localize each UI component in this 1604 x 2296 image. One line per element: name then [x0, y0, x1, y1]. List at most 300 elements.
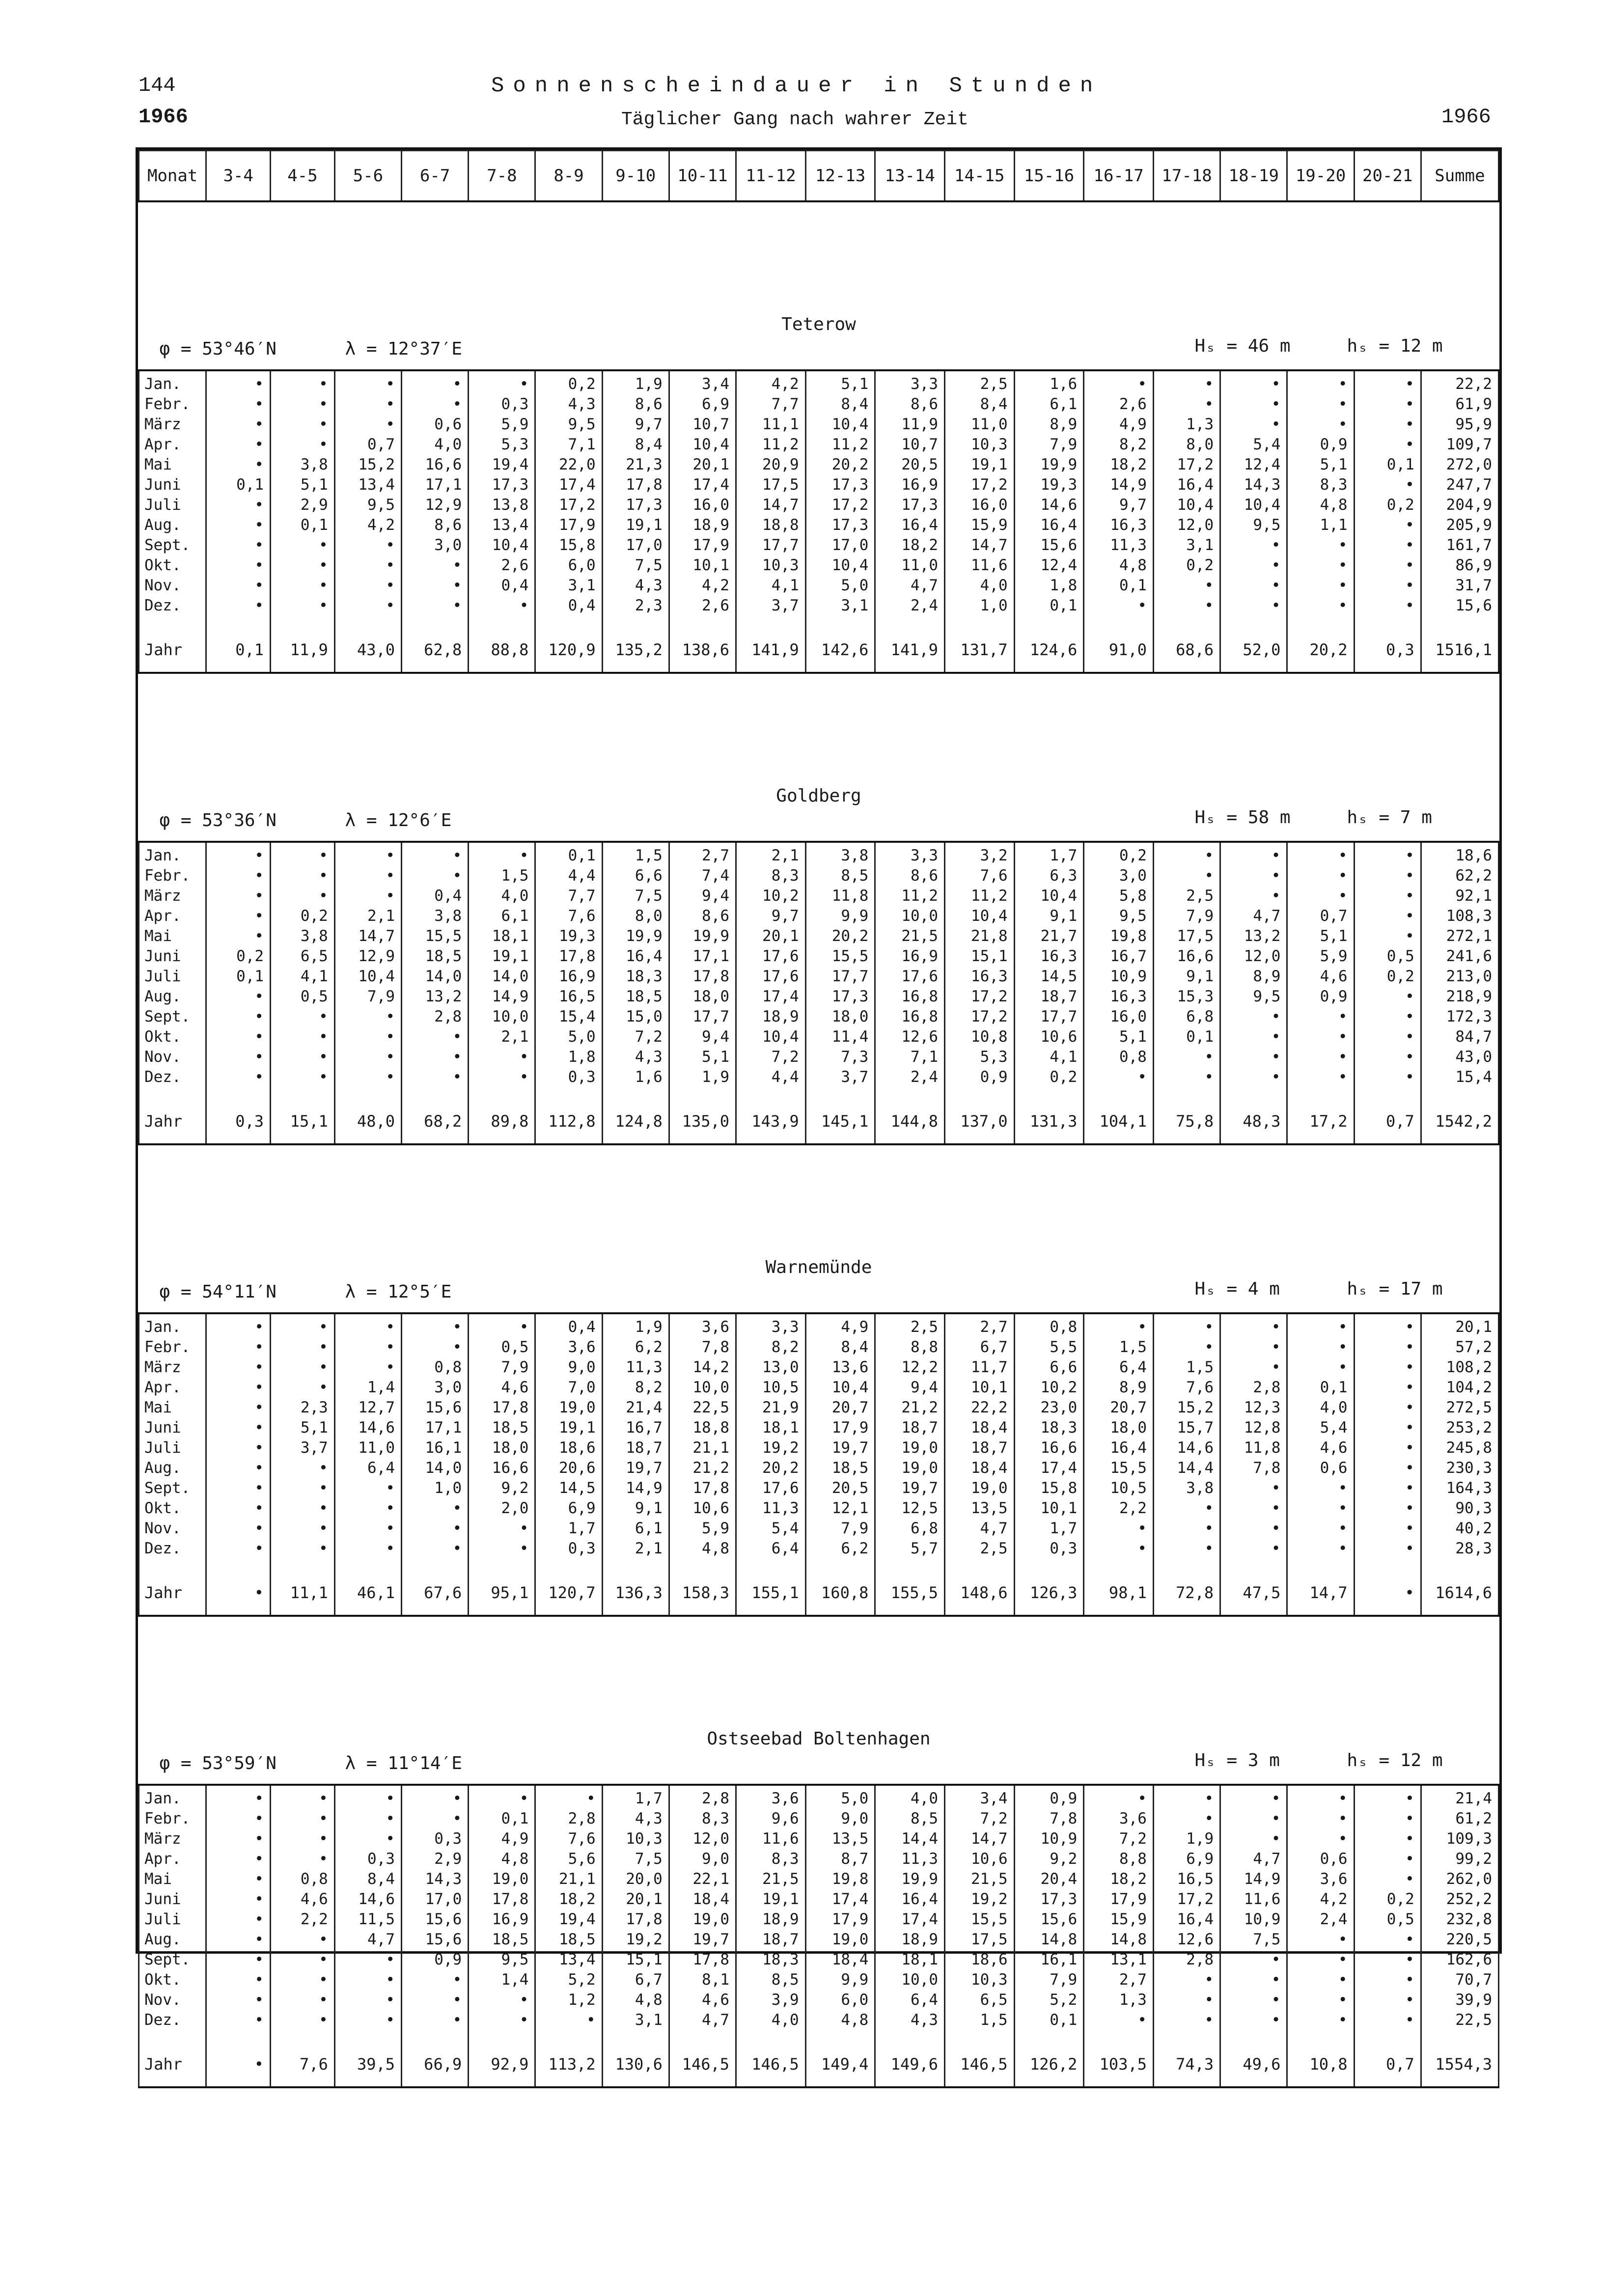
month-sum-cell: 40,2	[1421, 1519, 1498, 1539]
station-elevation-Hs: Hₛ = 3 m	[1194, 1750, 1280, 1770]
spacer-cell	[1421, 616, 1498, 628]
month-label: Sept.	[139, 535, 206, 555]
sunshine-cell: •	[535, 2010, 602, 2030]
sunshine-cell: 19,7	[805, 1438, 875, 1458]
sunshine-cell: •	[206, 1478, 271, 1498]
sunshine-cell: •	[1287, 596, 1354, 616]
sunshine-cell: 19,1	[602, 515, 669, 535]
table-row	[139, 1889, 1499, 1909]
sunshine-cell: 18,6	[945, 1950, 1015, 1970]
sunshine-cell: 4,7	[875, 576, 945, 596]
sunshine-cell: 18,0	[469, 1438, 535, 1458]
sunshine-cell: •	[1287, 1829, 1354, 1849]
year-sum-cell: 1542,2	[1421, 1099, 1498, 1144]
sunshine-cell: 7,7	[736, 394, 806, 415]
month-sum-cell: 108,2	[1421, 1357, 1498, 1378]
sunshine-cell: 5,8	[1084, 886, 1154, 906]
sunshine-cell: 16,6	[402, 455, 469, 475]
month-label: Juli	[139, 1438, 206, 1458]
sunshine-cell: 18,5	[535, 1930, 602, 1950]
sunshine-cell: •	[334, 1950, 401, 1970]
sunshine-cell: •	[271, 415, 335, 435]
year-total-cell: 149,4	[805, 2042, 875, 2087]
month-sum-cell: 161,7	[1421, 535, 1498, 555]
sunshine-cell: •	[334, 1067, 401, 1087]
month-sum-cell: 28,3	[1421, 1539, 1498, 1559]
sunshine-cell: 17,5	[736, 475, 806, 495]
year-total-cell: 39,5	[334, 2042, 401, 2087]
sunshine-cell: 18,9	[875, 1930, 945, 1950]
sunshine-cell: 0,1	[1287, 1378, 1354, 1398]
sunshine-cell: 12,0	[1153, 515, 1220, 535]
sunshine-cell: •	[402, 1970, 469, 1990]
month-sum-cell: 61,2	[1421, 1809, 1498, 1829]
spacer-cell	[139, 616, 206, 628]
sunshine-cell: 20,2	[805, 455, 875, 475]
sunshine-cell: •	[1287, 1785, 1354, 1809]
spacer-cell	[805, 1087, 875, 1099]
sunshine-cell: •	[1354, 415, 1421, 435]
sunshine-cell: 17,3	[1014, 1889, 1084, 1909]
sunshine-cell: 17,2	[945, 987, 1015, 1007]
sunshine-cell: •	[1354, 1357, 1421, 1378]
sunshine-cell: •	[1287, 1498, 1354, 1519]
sunshine-cell: 10,4	[469, 535, 535, 555]
sunshine-cell: 16,4	[1084, 1438, 1154, 1458]
sunshine-cell: 2,8	[402, 1007, 469, 1027]
year-total-cell: 48,0	[334, 1099, 401, 1144]
sunshine-cell: 12,0	[1220, 946, 1287, 967]
sunshine-cell: 12,9	[334, 946, 401, 967]
sunshine-cell: 2,9	[402, 1849, 469, 1869]
sunshine-cell: 23,0	[1014, 1398, 1084, 1418]
sunshine-cell: 21,5	[736, 1869, 806, 1889]
station-header-row	[139, 201, 1499, 370]
station-elevation-Hs: Hₛ = 46 m	[1194, 336, 1291, 356]
year-total-cell: 138,6	[669, 628, 736, 673]
sunshine-cell: •	[1220, 596, 1287, 616]
sunshine-cell: 15,2	[1153, 1398, 1220, 1418]
sunshine-cell: 12,3	[1220, 1398, 1287, 1418]
sunshine-cell: 4,3	[602, 1809, 669, 1829]
spacer-cell	[334, 2030, 401, 2042]
month-label: März	[139, 1357, 206, 1378]
month-sum-cell: 232,8	[1421, 1909, 1498, 1930]
month-label: Juli	[139, 1909, 206, 1930]
sunshine-cell: •	[206, 1337, 271, 1357]
month-label: Dez.	[139, 1539, 206, 1559]
sunshine-cell: •	[1153, 1313, 1220, 1337]
sunshine-cell: 10,7	[669, 415, 736, 435]
year-total-cell: 155,1	[736, 1571, 806, 1616]
sunshine-cell: 15,6	[402, 1909, 469, 1930]
sunshine-cell: •	[206, 2010, 271, 2030]
sunshine-cell: 14,9	[1084, 475, 1154, 495]
sunshine-cell: 8,3	[1287, 475, 1354, 495]
spacer-row	[139, 2030, 1499, 2042]
table-row	[139, 1950, 1499, 1970]
year-total-cell: 131,7	[945, 628, 1015, 673]
month-sum-cell: 43,0	[1421, 1047, 1498, 1067]
sunshine-cell: •	[1287, 1478, 1354, 1498]
sunshine-cell: 20,7	[1084, 1398, 1154, 1418]
sunshine-cell: 5,1	[271, 475, 335, 495]
sunshine-cell: •	[402, 1498, 469, 1519]
sunshine-cell: 17,8	[469, 1889, 535, 1909]
month-sum-cell: 252,2	[1421, 1889, 1498, 1909]
sunshine-cell: 7,2	[945, 1809, 1015, 1829]
sunshine-cell: 8,4	[945, 394, 1015, 415]
year-total-cell: 47,5	[1220, 1571, 1287, 1616]
sunshine-cell: 0,2	[206, 946, 271, 967]
column-header-hour: 7-8	[469, 151, 535, 202]
sunshine-cell: 3,2	[945, 842, 1015, 866]
spacer-row	[139, 1559, 1499, 1571]
sunshine-cell: 4,3	[602, 576, 669, 596]
sunshine-cell: •	[1153, 1809, 1220, 1829]
month-sum-cell: 104,2	[1421, 1378, 1498, 1398]
sunshine-cell: 2,3	[602, 596, 669, 616]
table-row	[139, 1047, 1499, 1067]
year-total-cell: 0,7	[1354, 1099, 1421, 1144]
sunshine-cell: 7,9	[1014, 1970, 1084, 1990]
sunshine-cell: 20,5	[805, 1478, 875, 1498]
spacer-cell	[1084, 1087, 1154, 1099]
sunshine-cell: 6,7	[602, 1970, 669, 1990]
sunshine-cell: •	[1084, 1067, 1154, 1087]
station-name: Teterow	[781, 314, 856, 334]
sunshine-cell: 1,6	[1014, 370, 1084, 394]
year-total-cell: 144,8	[875, 1099, 945, 1144]
spacer-cell	[535, 2030, 602, 2042]
month-sum-cell: 92,1	[1421, 886, 1498, 906]
month-sum-cell: 61,9	[1421, 394, 1498, 415]
sunshine-cell: 3,6	[1084, 1809, 1154, 1829]
sunshine-cell: 15,5	[945, 1909, 1015, 1930]
month-sum-cell: 57,2	[1421, 1337, 1498, 1357]
sunshine-cell: 5,9	[469, 415, 535, 435]
sunshine-cell: •	[271, 1337, 335, 1357]
sunshine-cell: •	[1354, 1398, 1421, 1418]
sunshine-cell: •	[1153, 1498, 1220, 1519]
station-latitude: φ = 53°36′N	[159, 810, 277, 830]
sunshine-cell: 17,3	[805, 987, 875, 1007]
sunshine-cell: •	[334, 2010, 401, 2030]
sunshine-cell: 16,0	[945, 495, 1015, 515]
month-sum-cell: 253,2	[1421, 1418, 1498, 1438]
station-elevation-Hs: Hₛ = 4 m	[1194, 1279, 1280, 1299]
year-total-cell: •	[206, 1571, 271, 1616]
sunshine-cell: •	[206, 1378, 271, 1398]
sunshine-cell: 10,4	[1220, 495, 1287, 515]
sunshine-cell: •	[206, 435, 271, 455]
sunshine-cell: •	[1287, 1067, 1354, 1087]
sunshine-cell: 16,9	[535, 967, 602, 987]
sunshine-cell: 9,6	[736, 1809, 806, 1829]
sunshine-cell: •	[271, 1313, 335, 1337]
sunshine-cell: •	[1354, 1007, 1421, 1027]
sunshine-cell: 6,4	[875, 1990, 945, 2010]
month-label: Nov.	[139, 1519, 206, 1539]
sunshine-cell: 18,4	[945, 1418, 1015, 1438]
table-row	[139, 1067, 1499, 1087]
sunshine-cell: 12,4	[1220, 455, 1287, 475]
sunshine-cell: 4,4	[535, 866, 602, 886]
sunshine-cell: 16,6	[1014, 1438, 1084, 1458]
sunshine-cell: 2,8	[669, 1785, 736, 1809]
sunshine-cell: 17,6	[875, 967, 945, 987]
spacer-cell	[1220, 1559, 1287, 1571]
sunshine-cell: •	[206, 394, 271, 415]
sunshine-cell: 17,4	[535, 475, 602, 495]
sunshine-cell: •	[1220, 1337, 1287, 1357]
sunshine-cell: 21,1	[535, 1869, 602, 1889]
sunshine-cell: •	[1287, 842, 1354, 866]
month-label: Okt.	[139, 555, 206, 576]
sunshine-cell: 14,4	[875, 1829, 945, 1849]
sunshine-cell: 6,3	[1014, 866, 1084, 886]
month-label: Apr.	[139, 1849, 206, 1869]
sunshine-cell: •	[1084, 1519, 1154, 1539]
sunshine-cell: •	[334, 842, 401, 866]
station-longitude: λ = 12°6′E	[345, 810, 452, 830]
sunshine-cell: •	[402, 1785, 469, 1809]
sunshine-cell: 18,8	[669, 1418, 736, 1438]
column-header-hour: 14-15	[945, 151, 1015, 202]
year-total-cell: 72,8	[1153, 1571, 1220, 1616]
table-row	[139, 2010, 1499, 2030]
sunshine-cell: •	[271, 1990, 335, 2010]
sunshine-cell: •	[1354, 1478, 1421, 1498]
sunshine-cell: 10,8	[945, 1027, 1015, 1047]
column-header-row	[139, 151, 1499, 202]
sunshine-cell: 20,1	[602, 1889, 669, 1909]
sunshine-cell: 2,1	[334, 906, 401, 926]
sunshine-cell: •	[535, 1785, 602, 1809]
sunshine-cell: 14,2	[669, 1357, 736, 1378]
sunshine-cell: 7,8	[1220, 1458, 1287, 1478]
sunshine-cell: 7,9	[1014, 435, 1084, 455]
month-sum-cell: 20,1	[1421, 1313, 1498, 1337]
table-row	[139, 596, 1499, 616]
sunshine-cell: 14,3	[1220, 475, 1287, 495]
spacer-cell	[945, 2030, 1015, 2042]
spacer-cell	[402, 2030, 469, 2042]
table-row	[139, 1909, 1499, 1930]
sunshine-cell: 8,5	[805, 866, 875, 886]
sunshine-cell: 19,9	[1014, 455, 1084, 475]
month-label: Okt.	[139, 1970, 206, 1990]
sunshine-cell: •	[206, 1438, 271, 1458]
sunshine-cell: 17,9	[669, 535, 736, 555]
sunshine-cell: •	[206, 370, 271, 394]
sunshine-cell: 10,4	[805, 1378, 875, 1398]
table-row	[139, 1829, 1499, 1849]
sunshine-cell: 0,1	[535, 842, 602, 866]
sunshine-cell: •	[206, 1519, 271, 1539]
sunshine-cell: •	[334, 1970, 401, 1990]
table-row	[139, 1357, 1499, 1378]
sunshine-cell: •	[402, 866, 469, 886]
month-sum-cell: 70,7	[1421, 1970, 1498, 1990]
spacer-cell	[139, 1087, 206, 1099]
table-row	[139, 394, 1499, 415]
sunshine-cell: •	[1354, 1829, 1421, 1849]
table-row	[139, 906, 1499, 926]
month-label: Dez.	[139, 596, 206, 616]
sunshine-cell: 18,2	[1084, 1869, 1154, 1889]
column-header-hour: 3-4	[206, 151, 271, 202]
sunshine-cell: •	[271, 1849, 335, 1869]
sunshine-cell: •	[469, 1785, 535, 1809]
spacer-cell	[602, 2030, 669, 2042]
sunshine-cell: 1,7	[1014, 842, 1084, 866]
sunshine-cell: 0,5	[271, 987, 335, 1007]
sunshine-cell: •	[1287, 1970, 1354, 1990]
sunshine-cell: 0,4	[402, 886, 469, 906]
sunshine-cell: 0,8	[1084, 1047, 1154, 1067]
spacer-cell	[334, 1559, 401, 1571]
sunshine-cell: •	[1354, 576, 1421, 596]
sunshine-cell: 21,7	[1014, 926, 1084, 946]
sunshine-cell: 8,8	[1084, 1849, 1154, 1869]
sunshine-cell: •	[271, 1950, 335, 1970]
sunshine-cell: 17,9	[805, 1909, 875, 1930]
sunshine-cell: •	[402, 1027, 469, 1047]
spacer-cell	[1153, 1559, 1220, 1571]
sunshine-cell: •	[206, 1047, 271, 1067]
month-sum-cell: 22,2	[1421, 370, 1498, 394]
sunshine-cell: •	[1354, 1809, 1421, 1829]
sunshine-cell: 1,1	[1287, 515, 1354, 535]
sunshine-cell: 8,3	[736, 866, 806, 886]
sunshine-cell: 13,4	[334, 475, 401, 495]
sunshine-cell: •	[271, 576, 335, 596]
sunshine-cell: 10,0	[875, 1970, 945, 1990]
sunshine-cell: •	[271, 1498, 335, 1519]
sunshine-cell: 1,4	[469, 1970, 535, 1990]
sunshine-cell: 7,6	[1153, 1378, 1220, 1398]
sunshine-cell: 13,6	[805, 1357, 875, 1378]
sunshine-cell: 2,8	[1153, 1950, 1220, 1970]
table-row	[139, 515, 1499, 535]
year-total-cell: 0,3	[1354, 628, 1421, 673]
spacer-cell	[669, 1087, 736, 1099]
month-label: Juni	[139, 475, 206, 495]
station-header-row	[139, 1144, 1499, 1313]
column-header-hour: 19-20	[1287, 151, 1354, 202]
month-label: Aug.	[139, 1458, 206, 1478]
sunshine-cell: 3,0	[402, 1378, 469, 1398]
sunshine-cell: 16,9	[875, 946, 945, 967]
sunshine-cell: 17,2	[805, 495, 875, 515]
sunshine-cell: 4,6	[1287, 967, 1354, 987]
sunshine-cell: 15,0	[602, 1007, 669, 1027]
sunshine-cell: 17,8	[669, 1950, 736, 1970]
sunshine-cell: 17,6	[736, 1478, 806, 1498]
sunshine-cell: 19,0	[875, 1458, 945, 1478]
sunshine-cell: 16,3	[945, 967, 1015, 987]
sunshine-cell: 3,1	[805, 596, 875, 616]
sunshine-cell: •	[1354, 886, 1421, 906]
sunshine-cell: 17,1	[402, 475, 469, 495]
month-label: Nov.	[139, 1047, 206, 1067]
sunshine-cell: 21,5	[945, 1869, 1015, 1889]
sunshine-cell: 14,6	[334, 1889, 401, 1909]
table-row	[139, 555, 1499, 576]
column-header-hour: 8-9	[535, 151, 602, 202]
sunshine-cell: 0,3	[402, 1829, 469, 1849]
year-total-cell: 74,3	[1153, 2042, 1220, 2087]
sunshine-cell: 10,5	[1084, 1478, 1154, 1498]
sunshine-cell: •	[1220, 1007, 1287, 1027]
sunshine-cell: •	[1220, 1357, 1287, 1378]
sunshine-cell: 0,4	[469, 576, 535, 596]
sunshine-cell: •	[271, 555, 335, 576]
sunshine-cell: 9,4	[875, 1378, 945, 1398]
sunshine-cell: •	[469, 370, 535, 394]
sunshine-cell: 12,0	[669, 1829, 736, 1849]
sunshine-cell: •	[206, 1027, 271, 1047]
sunshine-cell: •	[402, 1539, 469, 1559]
spacer-cell	[602, 616, 669, 628]
sunshine-cell: 7,6	[535, 1829, 602, 1849]
month-sum-cell: 164,3	[1421, 1478, 1498, 1498]
sunshine-cell: 9,1	[602, 1498, 669, 1519]
sunshine-cell: 11,2	[945, 886, 1015, 906]
sunshine-cell: 2,8	[535, 1809, 602, 1829]
sunshine-cell: 8,4	[805, 1337, 875, 1357]
spacer-cell	[736, 2030, 806, 2042]
sunshine-cell: •	[271, 596, 335, 616]
sunshine-cell: •	[402, 596, 469, 616]
spacer-cell	[1354, 616, 1421, 628]
year-total-row	[139, 628, 1499, 673]
table-row	[139, 1418, 1499, 1438]
sunshine-cell: 15,1	[945, 946, 1015, 967]
sunshine-cell: 16,4	[1014, 515, 1084, 535]
sunshine-cell: 9,7	[602, 415, 669, 435]
sunshine-cell: •	[271, 435, 335, 455]
sunshine-cell: 3,4	[669, 370, 736, 394]
month-sum-cell: 218,9	[1421, 987, 1498, 1007]
sunshine-cell: 20,9	[736, 455, 806, 475]
sunshine-cell: 2,0	[469, 1498, 535, 1519]
sunshine-cell: 19,7	[602, 1458, 669, 1478]
spacer-cell	[535, 1087, 602, 1099]
sunshine-cell: 2,2	[271, 1909, 335, 1930]
page-title: Sonnenscheindauer in Stunden	[491, 74, 1102, 98]
table-row	[139, 1539, 1499, 1559]
sunshine-cell: •	[206, 1067, 271, 1087]
sunshine-table-frame	[136, 147, 1502, 2074]
sunshine-cell: •	[334, 886, 401, 906]
sunshine-cell: •	[1220, 866, 1287, 886]
sunshine-cell: 20,0	[602, 1869, 669, 1889]
table-row	[139, 1478, 1499, 1498]
sunshine-cell: 9,7	[736, 906, 806, 926]
sunshine-cell: 0,3	[1014, 1539, 1084, 1559]
column-header-hour: 6-7	[402, 151, 469, 202]
sunshine-cell: 4,6	[669, 1990, 736, 2010]
sunshine-cell: 16,6	[469, 1458, 535, 1478]
sunshine-cell: 17,9	[805, 1418, 875, 1438]
sunshine-cell: 3,6	[736, 1785, 806, 1809]
sunshine-cell: 19,1	[736, 1889, 806, 1909]
year-total-cell: 49,6	[1220, 2042, 1287, 2087]
sunshine-cell: 2,7	[945, 1313, 1015, 1337]
sunshine-cell: 16,0	[1084, 1007, 1154, 1027]
